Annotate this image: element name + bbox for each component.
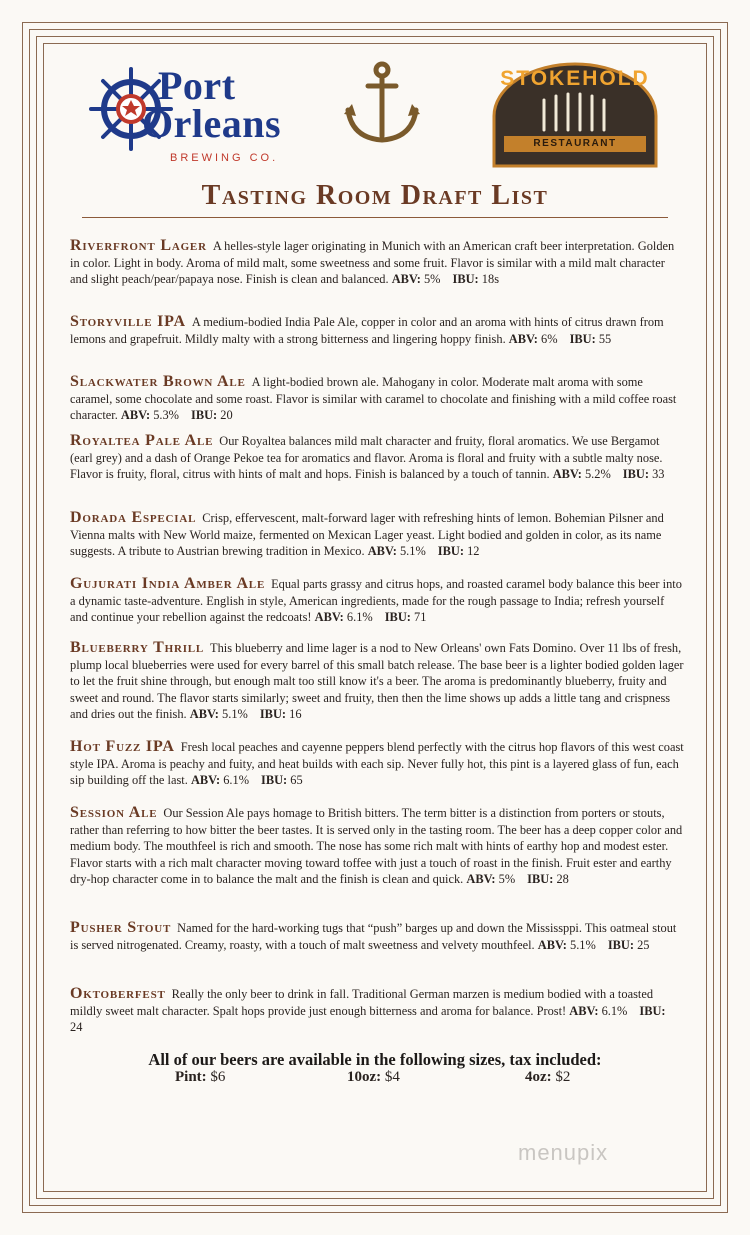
beer-entry — [70, 314, 684, 347]
beer-name: Hot Fuzz IPA — [70, 738, 175, 755]
abv-stat: ABV: 6.1% — [569, 1003, 628, 1018]
port-orleans-logo — [88, 62, 283, 170]
beer-entry — [70, 576, 684, 626]
abv-stat: ABV: 5.3% — [120, 408, 179, 422]
beer-entry — [70, 510, 684, 560]
watermark: menupix — [518, 1140, 609, 1165]
ibu-stat: IBU: 16 — [259, 707, 302, 721]
stokehold-logo — [490, 60, 660, 168]
beer-entry — [70, 986, 684, 1036]
logo-row — [80, 58, 670, 173]
beer-name: Riverfront Lager — [70, 237, 207, 254]
abv-stat: ABV: 5.1% — [537, 937, 596, 952]
ibu-stat: IBU: 25 — [607, 937, 650, 952]
beer-name: Session Ale — [70, 804, 158, 821]
size-10oz: 10oz: $4 — [347, 1069, 400, 1085]
beer-name: Slackwater Brown Ale — [70, 373, 246, 390]
abv-stat: ABV: 5% — [391, 272, 441, 286]
page-title: Tasting Room Draft List — [201, 180, 549, 211]
beer-entry — [70, 739, 684, 789]
abv-stat: ABV: 5.1% — [189, 707, 248, 721]
beer-name: Blueberry Thrill — [70, 639, 205, 656]
ibu-stat: IBU: 12 — [437, 544, 480, 558]
abv-stat: ABV: 6.1% — [190, 773, 250, 787]
size-4oz: 4oz: $2 — [525, 1069, 571, 1085]
brand-line-2: Orleans — [142, 101, 282, 146]
title-divider — [82, 217, 668, 218]
beer-name: Royaltea Pale Ale — [70, 432, 214, 449]
beer-description: A helles-style lager originating in Munich with an American craft beer interpretation. Golden in color. Light in body. Aroma of mild malt, some sweetness and some fruit. Flavor is similar with a mild malt character and slight peach/pear/papaya nose. Finish is clean and balanced. — [70, 239, 675, 286]
beer-name: Gujurati India Amber Ale — [70, 575, 266, 592]
abv-stat: ABV: 6.1% — [314, 610, 373, 624]
beer-entry — [70, 920, 684, 953]
abv-stat: ABV: 6% — [508, 331, 558, 346]
brand-line-1: Port — [158, 63, 236, 108]
beer-entry — [70, 805, 684, 888]
size-pint: Pint: $6 — [175, 1069, 226, 1085]
restaurant-brand-name: STOKEHOLD — [500, 67, 650, 90]
ibu-stat: IBU: 24 — [70, 1003, 666, 1034]
ibu-stat: IBU: 28 — [527, 872, 569, 886]
beer-description: Crisp, effervescent, malt-forward lager with refreshing hints of lemon. Bohemian Pilsner and Vienna malts with New World maize, fermented on Mexican Lager yeast. Light bodied and golden in color, as its name suggests. A tribute to Austrian brewing tradition in Mexico. — [70, 511, 664, 558]
ibu-stat: IBU: 33 — [622, 467, 665, 481]
beer-description: Equal parts grassy and citrus hops, and roasted caramel body balance this beer into a dynamic taste-adventure. English in style, American ingredients, made for the rough passage to India; refresh yourself and continue your rebellion against the redcoats! — [70, 577, 682, 624]
abv-stat: ABV: 5.1% — [367, 544, 426, 558]
beer-name: Storyville IPA — [70, 313, 186, 330]
beer-description: Fresh local peaches and cayenne peppers blend perfectly with the citrus hop flavors of this west coast style IPA. Aroma is peachy and fuity, and heat builds with each sip. Never fully hot, this pint is a layered glass of fun, each sip building off the last. — [70, 740, 684, 787]
abv-stat: ABV: 5% — [466, 872, 516, 886]
ibu-stat: IBU: 20 — [191, 408, 233, 422]
ibu-stat: IBU: 71 — [384, 610, 427, 624]
beer-name: Dorada Especial — [70, 509, 197, 526]
brand-line-3: BREWING CO. — [170, 152, 279, 164]
sizes-heading: All of our beers are available in the following sizes, tax included: — [148, 1050, 602, 1069]
beer-entry — [70, 433, 684, 483]
beer-entry — [70, 374, 684, 424]
beer-description: Named for the hard-working tugs that “push” barges up and down the Mississppi. This oatmeal stout is served nitrogenated. Creamy, roasty, with a touch of malt sweetness and velvety mouthfeel. — [70, 921, 677, 952]
ibu-stat: IBU: 18s — [452, 272, 500, 286]
beer-name: Oktoberfest — [70, 985, 166, 1002]
abv-stat: ABV: 5.2% — [552, 467, 611, 481]
beer-description: Our Session Ale pays homage to British bitters. The term bitter is a distinction from porters or stouts, rather than referring to how bitter the beer tastes. It is served only in the tasting room. The beer has a deep copper color and medium body. The mouthfeel is rich and smooth. The nose has some rich malt with hints of earthy hop and modest ester. Flavor starts with a rich malt character moving toward toffee with just a touch of roast in the finish. Fruit ester and earthy dry-hop character come in to balance the malt and the finish is clean and quick. — [70, 806, 683, 886]
beer-entry — [70, 640, 684, 723]
beer-entry — [70, 238, 684, 288]
beer-description: Really the only beer to drink in fall. Traditional German marzen is medium bodied with a toasted mildly sweet malt character. Spalt hops provide just enough bitterness and aroma for balance. Prost! — [70, 987, 654, 1018]
beer-name: Pusher Stout — [70, 919, 172, 936]
ibu-stat: IBU: 65 — [261, 773, 303, 787]
sizes-row — [0, 1069, 750, 1089]
beer-description: A medium-bodied India Pale Ale, copper in color and an aroma with hints of citrus drawn from lemons and grapefruit. Mildly malty with a strong bitterness and lingering hoppy finish. — [70, 315, 664, 346]
beer-description: A light-bodied brown ale. Mahogany in color. Moderate malt aroma with some caramel, some chocolate and some roast. Flavor is similar with caramel to chocolate and finishing with a mild coffee roast character. — [70, 375, 677, 422]
beer-description: Our Royaltea balances mild malt character and fruity, floral aromatics. We use Bergamot (earl grey) and a dash of Orange Pekoe tea for aromatics and flavor. Aroma is floral and fruity with a subtle malty nose. Flavor is fruity, floral, citrus with hints of malt and hops. Finish is balanced by a touch of tannin. — [70, 434, 663, 481]
restaurant-brand-subtitle: RESTAURANT — [504, 136, 646, 152]
anchor-icon — [342, 60, 422, 146]
beer-description: This blueberry and lime lager is a nod to New Orleans' own Fats Domino. Over 11 lbs of fresh, plump local blueberries were used for every barrel of this small batch release. The base beer is a lighter bodied golden lager to let the fruit shine through, but enough malt too still know it's a beer. The aroma is predominantly blueberry, fruity and sweet and round. The flavor starts similarly; sweet and fruity, then then the lime shows up adds a little tang and crispness and dries out the finish. — [70, 641, 684, 721]
ibu-stat: IBU: 55 — [569, 331, 612, 346]
